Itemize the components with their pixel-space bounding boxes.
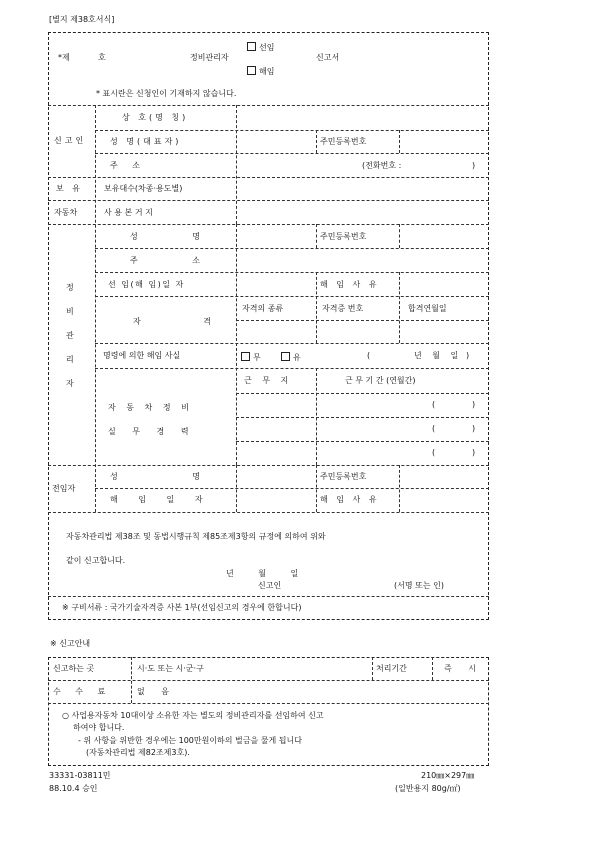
required-docs: ※ 구비서류 : 국가기술자격증 사본 1부(선임신고의 경우에 한합니다) xyxy=(62,603,302,612)
manager-resident-no-label: 주민등록번호 xyxy=(320,232,367,241)
applicant-section-label: 신고인 xyxy=(54,136,87,145)
predecessor-section-label: 전임자 xyxy=(52,484,76,493)
predecessor-dismiss-date-label: 해 임 일 자 xyxy=(110,495,212,504)
guide-fee-label: 수 수 료 xyxy=(53,687,112,696)
vehicle-section-label-1: 보 유 xyxy=(56,184,83,193)
guide-note-4: (자동차관리법 제82조제3호). xyxy=(86,748,190,757)
order-yes-label: 유 xyxy=(293,353,301,362)
manager-section-char-1: 정 xyxy=(66,283,74,292)
declaration-line-2: 같이 신고합니다. xyxy=(66,556,126,565)
manager-section-char-4: 리 xyxy=(66,355,74,364)
appoint-checkbox[interactable] xyxy=(247,42,256,51)
career-label-1: 자 동 차 정 비 xyxy=(108,403,193,412)
order-dismiss-label: 명령에 의한 해임 사실 xyxy=(103,351,181,360)
approval-date: 88.10.4 승인 xyxy=(49,784,98,793)
vehicle-base-label: 사 용 본 거 지 xyxy=(104,208,153,217)
phone-label: (전화번호 : xyxy=(362,161,402,170)
rep-name-label: 성 명(대표자) xyxy=(110,137,182,146)
qualification-label: 자 격 xyxy=(133,317,211,326)
declaration-line-1: 자동차관리법 제38조 및 동법시행규칙 제85조제3항의 규정에 의하여 위와 xyxy=(66,532,326,541)
order-date-close-paren: ) xyxy=(466,351,470,360)
guide-note-2: 하여야 합니다. xyxy=(73,723,125,732)
signature-label: (서명 또는 인) xyxy=(394,581,444,590)
phone-close-paren: ) xyxy=(472,161,476,170)
form-code: 33331-03811민 xyxy=(49,771,111,780)
guide-heading: ※ 신고안내 xyxy=(50,639,91,648)
vehicle-section-label-2: 자동차 xyxy=(54,208,78,217)
guide-place-value: 시·도 또는 시·군·구 xyxy=(137,664,204,673)
paper-size: 210㎜×297㎜ xyxy=(421,771,475,780)
period-1-close: ) xyxy=(472,400,476,409)
manager-section-char-3: 관 xyxy=(66,331,74,340)
order-date-open-paren: ( xyxy=(367,351,371,360)
order-no-option[interactable] xyxy=(241,352,261,362)
declarant-label: 신고인 xyxy=(258,581,282,590)
qual-type-label: 자격의 종류 xyxy=(242,304,284,313)
qual-no-label: 자격증 번호 xyxy=(322,304,364,313)
appoint-date-label: 선 임(해 임)일 자 xyxy=(108,280,185,289)
order-yes-checkbox[interactable] xyxy=(281,352,290,361)
dismiss-option[interactable] xyxy=(247,66,274,76)
order-no-label: 무 xyxy=(253,353,261,362)
manager-section-char-2: 비 xyxy=(66,307,74,316)
applicant-resident-no-label: 주민등록번호 xyxy=(320,137,367,146)
notice-text: * 표시란은 신청인이 기재하지 않습니다. xyxy=(96,89,237,98)
guide-period-label: 처리기간 xyxy=(376,664,407,673)
trade-name-label: 상 호(명 칭) xyxy=(122,113,189,122)
vehicle-count-label: 보유대수(차종·용도별) xyxy=(104,184,183,193)
period-1-open: ( xyxy=(432,400,436,409)
declaration-date: 년 월 일 xyxy=(226,569,299,578)
period-3-close: ) xyxy=(472,448,476,457)
guide-place-label: 신고하는 곳 xyxy=(53,664,95,673)
guide-note-3: - 위 사항을 위반한 경우에는 100만원이하의 벌금을 물게 됩니다 xyxy=(78,736,302,745)
predecessor-dismiss-reason-label: 해 임 사 유 xyxy=(320,495,380,504)
order-yes-option[interactable] xyxy=(281,352,301,362)
manager-name-label: 성 명 xyxy=(130,232,200,241)
applicant-address-label: 주 소 xyxy=(110,161,146,170)
appoint-label: 선임 xyxy=(259,43,275,52)
career-label-2: 실 무 경 력 xyxy=(108,427,196,436)
dismiss-label: 해임 xyxy=(259,67,275,76)
predecessor-name-label: 성 명 xyxy=(110,472,200,481)
manager-address-label: 주 소 xyxy=(130,256,200,265)
order-date-label: 년 월 일 xyxy=(414,351,459,360)
guide-period-value: 즉 시 xyxy=(444,664,476,673)
receipt-no-label: *제 xyxy=(58,53,70,62)
work-period-label: 근 무 기 간 (연월간) xyxy=(345,376,416,385)
appoint-option[interactable] xyxy=(247,42,274,52)
guide-fee-value: 없 음 xyxy=(137,687,169,696)
period-2-open: ( xyxy=(432,424,436,433)
period-3-open: ( xyxy=(432,448,436,457)
form-title: 정비관리자 xyxy=(190,53,229,62)
form-title-suffix: 신고서 xyxy=(316,53,340,62)
receipt-ho-label: 호 xyxy=(98,53,106,62)
guide-note-1: ○ 사업용자동차 10대이상 소유한 자는 별도의 정비관리자를 선임하여 신고 xyxy=(62,711,324,720)
manager-section-char-5: 자 xyxy=(66,379,74,388)
workplace-label: 근 무 지 xyxy=(244,376,293,385)
order-no-checkbox[interactable] xyxy=(241,352,250,361)
form-number: [별지 제38호서식] xyxy=(49,15,115,24)
period-2-close: ) xyxy=(472,424,476,433)
dismiss-reason-label: 해 임 사 유 xyxy=(320,280,380,289)
predecessor-resident-no-label: 주민등록번호 xyxy=(320,472,367,481)
pass-date-label: 합격연월일 xyxy=(408,304,447,313)
dismiss-checkbox[interactable] xyxy=(247,66,256,75)
paper-type: (일반용지 80g/㎡) xyxy=(395,784,461,793)
